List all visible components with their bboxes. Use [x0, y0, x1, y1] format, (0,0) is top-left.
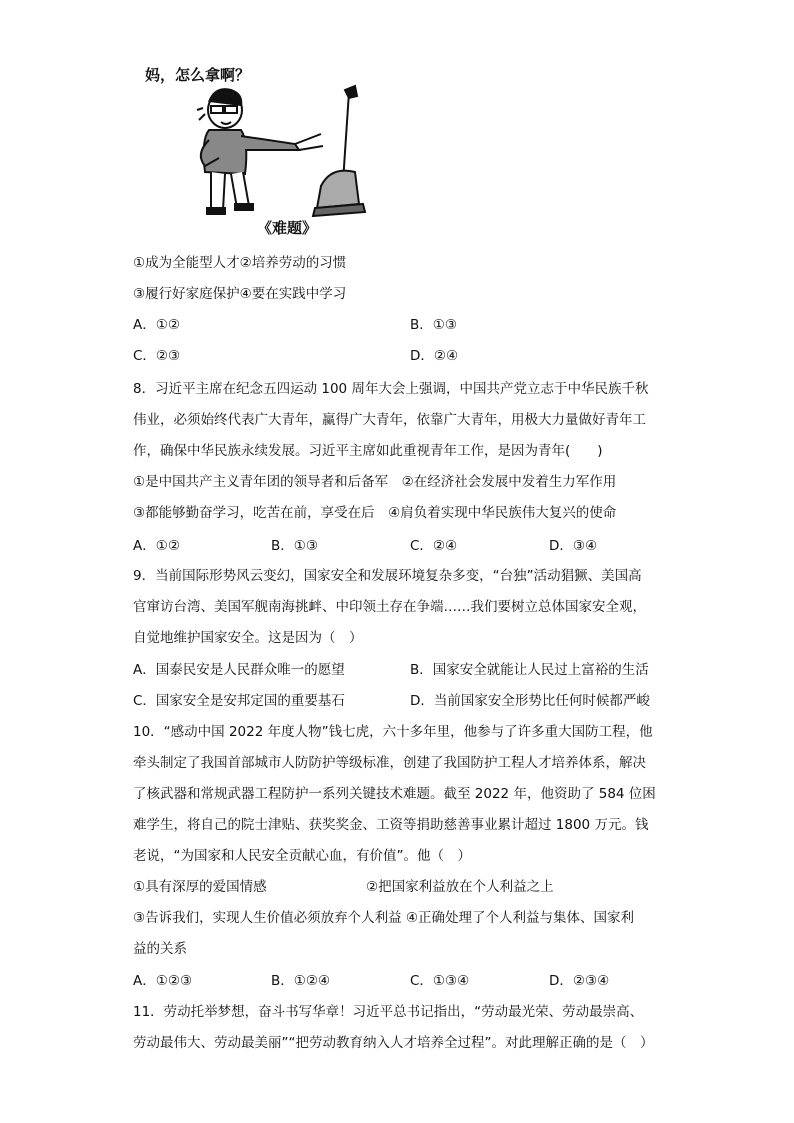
- broom-dustpan: [313, 86, 365, 216]
- q10-statement-line: ③告诉我们，实现人生价值必须放弃个人利益 ④正确处理了个人利益与集体、国家利: [133, 910, 634, 926]
- q10-stem-line: 了核武器和常规武器工程防护一系列关键技术难题。截至 2022 年，他资助了 584 位困: [133, 786, 656, 802]
- q10-stem-line: 老说，“为国家和人民安全贡献心血，有价值”。他（ ）: [133, 848, 471, 864]
- q8-option-d[interactable]: D．③④: [549, 538, 598, 554]
- q9-option-a[interactable]: A．国泰民安是人民群众唯一的愿望: [133, 662, 345, 678]
- q8-stem-line: 8．习近平主席在纪念五四运动 100 周年大会上强调，中国共产党立志于中华民族千秋: [133, 381, 649, 397]
- person-figure: [197, 89, 323, 214]
- q10-statement-line: 益的关系: [133, 941, 187, 957]
- q11-stem-line: 劳动最伟大、劳动最美丽”“把劳动教育纳入人才培养全过程”。对此理解正确的是（ ）: [133, 1035, 654, 1051]
- q8-option-b[interactable]: B．①③: [271, 538, 318, 554]
- q10-stem-line: 牵头制定了我国首部城市人防防护等级标准，创建了我国防护工程人才培养体系，解决: [133, 755, 646, 771]
- q9-stem-line: 自觉地维护国家安全。这是因为（ ）: [133, 630, 363, 646]
- q8-option-a[interactable]: A．①②: [133, 538, 180, 554]
- q10-stem-line: 10．“感动中国 2022 年度人物”钱七虎，六十多年里，他参与了许多重大国防工程，他: [133, 724, 653, 740]
- q9-stem-line: 官窜访台湾、美国军舰南海挑衅、中印领土存在争端……我们要树立总体国家安全观，: [133, 599, 646, 615]
- q9-option-b[interactable]: B．国家安全就能让人民过上富裕的生活: [410, 662, 649, 678]
- q9-option-d[interactable]: D．当前国家安全形势比任何时候都严峻: [410, 693, 650, 709]
- q7-statement-line: ①成为全能型人才②培养劳动的习惯: [133, 255, 347, 271]
- q10-option-c[interactable]: C．①③④: [410, 973, 470, 989]
- q8-option-c[interactable]: C．②④: [410, 538, 458, 554]
- q8-stem-line: 伟业，必须始终代表广大青年，赢得广大青年，依靠广大青年，用极大力量做好青年工: [133, 412, 646, 428]
- q7-statement-line: ③履行好家庭保护④要在实践中学习: [133, 286, 347, 302]
- q8-statement-line: ③都能够勤奋学习，吃苦在前，享受在后 ④肩负着实现中华民族伟大复兴的使命: [133, 505, 617, 521]
- q7-option-b[interactable]: B．①③: [410, 317, 457, 333]
- q10-option-d[interactable]: D．②③④: [549, 973, 610, 989]
- cartoon-caption-top: 妈，怎么拿啊？: [145, 66, 251, 84]
- q7-option-a[interactable]: A．①②: [133, 317, 180, 333]
- q10-stem-line: 难学生，将自己的院士津贴、获奖奖金、工资等捐助慈善事业累计超过 1800 万元。钱: [133, 817, 649, 833]
- q10-statement-2: ②把国家利益放在个人利益之上: [366, 879, 554, 895]
- q10-option-a[interactable]: A．①②③: [133, 973, 193, 989]
- q10-statement-1: ①具有深厚的爱国情感: [133, 879, 267, 895]
- q7-option-c[interactable]: C．②③: [133, 348, 181, 364]
- q9-option-c[interactable]: C．国家安全是安邦定国的重要基石: [133, 693, 345, 709]
- cartoon-caption-bottom: 《难题》: [257, 219, 318, 237]
- q11-stem-line: 11．劳动托举梦想，奋斗书写华章！习近平总书记指出，“劳动最光荣、劳动最崇高、: [133, 1004, 644, 1020]
- q7-option-d[interactable]: D．②④: [410, 348, 459, 364]
- q10-option-b[interactable]: B．①②④: [271, 973, 331, 989]
- q9-stem-line: 9．当前国际形势风云变幻，国家安全和发展环境复杂多变，“台独”活动猖獗、美国高: [133, 568, 642, 584]
- q8-stem-line: 作，确保中华民族永续发展。习近平主席如此重视青年工作，是因为青年( ): [133, 443, 603, 459]
- q8-statement-line: ①是中国共产主义青年团的领导者和后备军 ②在经济社会发展中发着生力军作用: [133, 474, 617, 490]
